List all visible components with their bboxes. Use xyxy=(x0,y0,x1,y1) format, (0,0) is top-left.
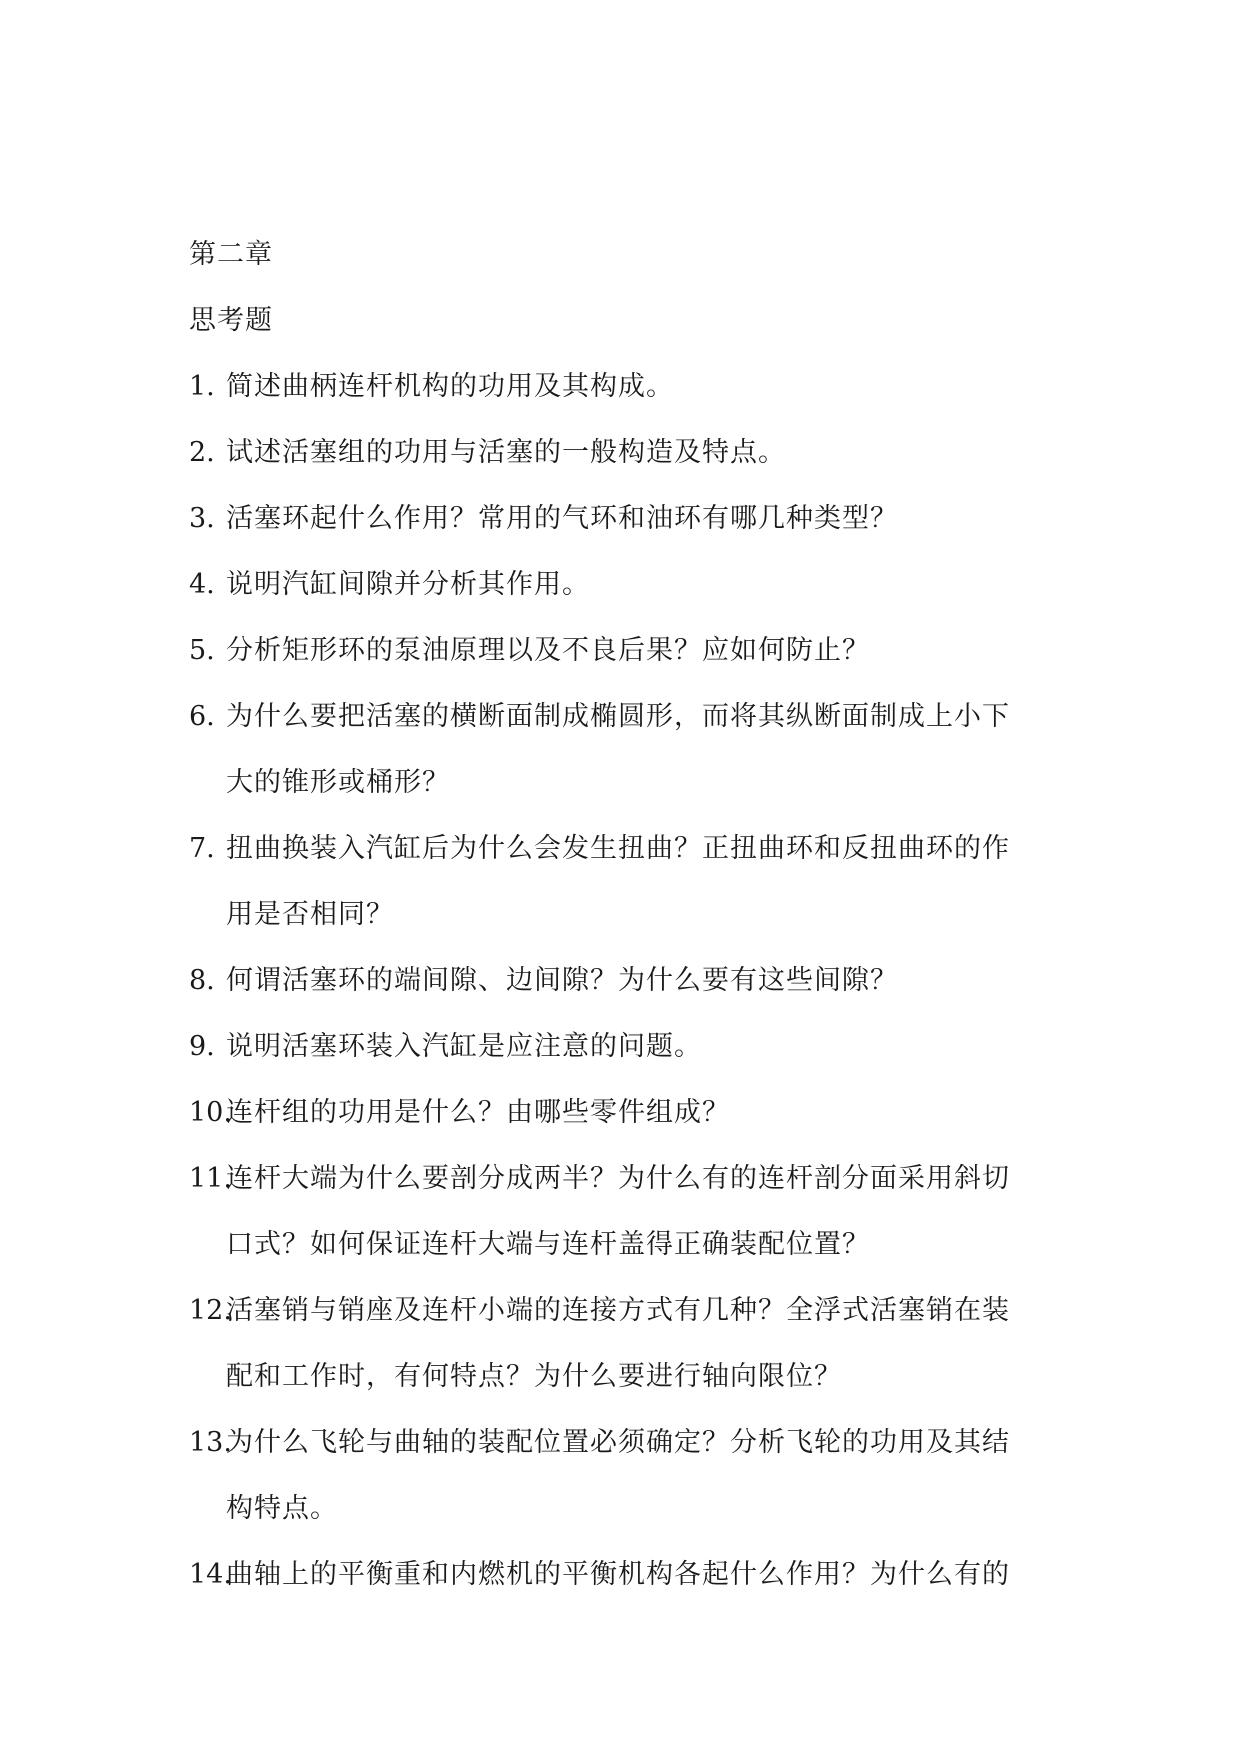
question-number: 10. xyxy=(189,1097,232,1128)
question-text: 连杆组的功用是什么？由哪些零件组成？ xyxy=(226,1097,730,1128)
question-text: 试述活塞组的功用与活塞的一般构造及特点。 xyxy=(226,437,786,468)
question-item xyxy=(189,486,1069,552)
question-text: 曲轴上的平衡重和内燃机的平衡机构各起什么作用？为什么有的 xyxy=(226,1559,1010,1590)
question-text: 分析矩形环的泵油原理以及不良后果？应如何防止？ xyxy=(226,635,870,666)
question-item xyxy=(189,552,1069,618)
question-item xyxy=(189,420,1069,486)
question-item xyxy=(189,1278,1069,1410)
question-text: 活塞销与销座及连杆小端的连接方式有几种？全浮式活塞销在装 xyxy=(226,1295,1010,1326)
question-number: 4. xyxy=(189,569,215,600)
question-text-continuation: 口式？如何保证连杆大端与连杆盖得正确装配位置？ xyxy=(226,1229,870,1260)
question-text: 说明活塞环装入汽缸是应注意的问题。 xyxy=(226,1031,702,1062)
question-item xyxy=(189,1146,1069,1278)
question-number: 3. xyxy=(189,503,215,534)
question-text-continuation: 构特点。 xyxy=(226,1493,338,1524)
chapter-heading: 第二章 xyxy=(189,239,273,270)
question-item xyxy=(189,948,1069,1014)
question-text: 为什么要把活塞的横断面制成椭圆形，而将其纵断面制成上小下 xyxy=(226,701,1010,732)
question-item xyxy=(189,1410,1069,1542)
question-item xyxy=(189,354,1069,420)
question-text: 何谓活塞环的端间隙、边间隙？为什么要有这些间隙？ xyxy=(226,965,898,996)
question-item xyxy=(189,816,1069,948)
question-number: 2. xyxy=(189,437,215,468)
question-item xyxy=(189,618,1069,684)
question-text-continuation: 用是否相同？ xyxy=(226,899,394,930)
question-number: 8. xyxy=(189,965,215,996)
question-number: 6. xyxy=(189,701,215,732)
question-text: 活塞环起什么作用？常用的气环和油环有哪几种类型？ xyxy=(226,503,898,534)
question-number: 7. xyxy=(189,833,215,864)
question-text-continuation: 大的锥形或桶形？ xyxy=(226,767,450,798)
document-content xyxy=(189,222,1069,1608)
question-number: 9. xyxy=(189,1031,215,1062)
question-item xyxy=(189,1014,1069,1080)
question-number: 1. xyxy=(189,371,215,402)
question-text: 为什么飞轮与曲轴的装配位置必须确定？分析飞轮的功用及其结 xyxy=(226,1427,1010,1458)
question-item xyxy=(189,684,1069,816)
question-number: 11. xyxy=(189,1163,232,1194)
question-text: 简述曲柄连杆机构的功用及其构成。 xyxy=(226,371,674,402)
question-number: 5. xyxy=(189,635,215,666)
question-text-continuation: 配和工作时，有何特点？为什么要进行轴向限位？ xyxy=(226,1361,842,1392)
question-number: 12. xyxy=(189,1295,232,1326)
question-text: 说明汽缸间隙并分析其作用。 xyxy=(226,569,590,600)
question-number: 14. xyxy=(189,1559,232,1590)
question-text: 连杆大端为什么要剖分成两半？为什么有的连杆剖分面采用斜切 xyxy=(226,1163,1010,1194)
question-text: 扭曲换装入汽缸后为什么会发生扭曲？正扭曲环和反扭曲环的作 xyxy=(226,833,1010,864)
section-heading: 思考题 xyxy=(189,305,273,336)
question-number: 13. xyxy=(189,1427,232,1458)
question-item xyxy=(189,1080,1069,1146)
question-item xyxy=(189,1542,1069,1608)
